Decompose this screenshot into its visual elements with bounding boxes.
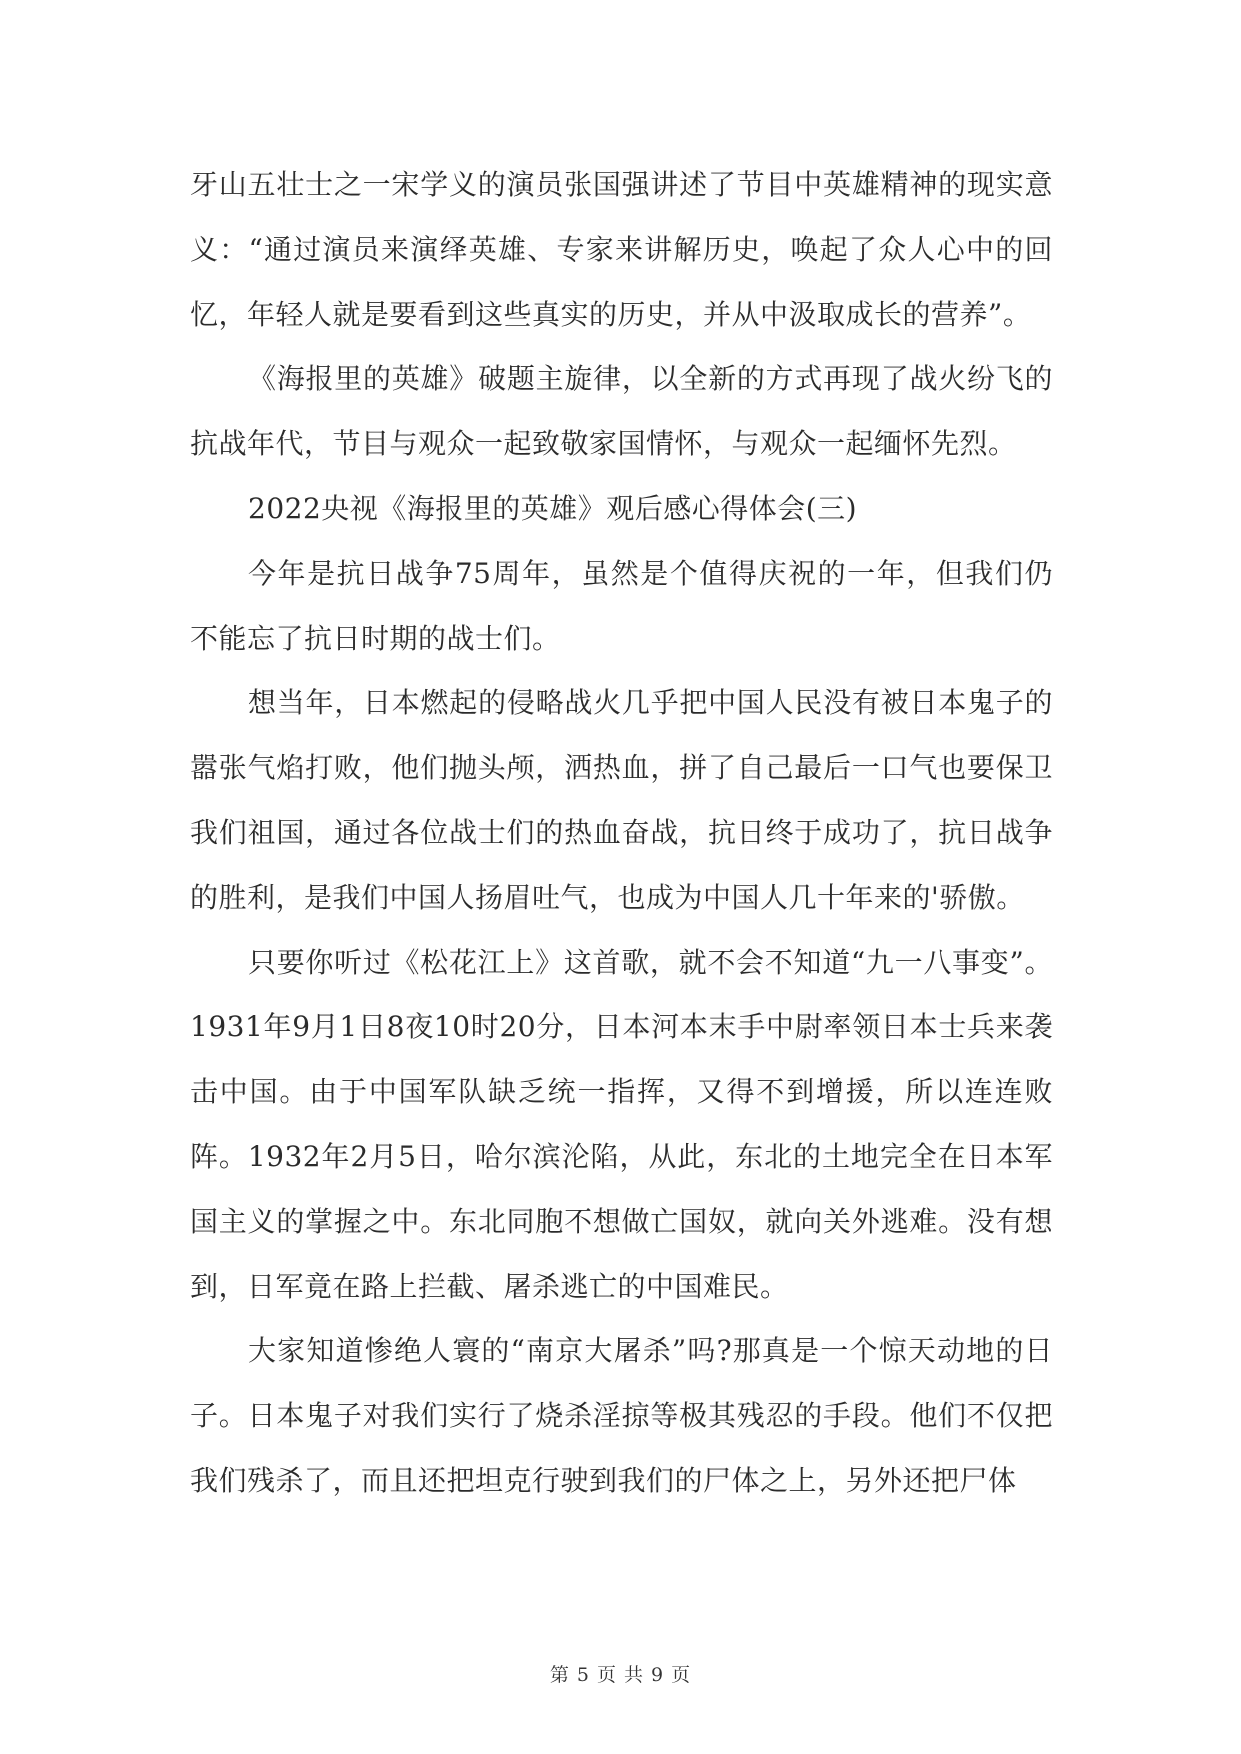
paragraph-1: 牙山五壮士之一宋学义的演员张国强讲述了节目中英雄精神的现实意义：“通过演员来演绎英雄、专家来讲解历史，唤起了众人心中的回忆，年轻人就是要看到这些真实的历史，并从中汲取成长的营养”。 [190,168,1053,331]
paragraph-5: 只要你听过《松花江上》这首歌，就不会不知道“九一八事变”。1931年9月1日8夜10时20分，日本河本末手中尉率领日本士兵来袭击中国。由于中国军队缺乏统一指挥，又得不到增援，所以连连败阵。1932年2月5日，哈尔滨沦陷，从此，东北的土地完全在日本军国主义的掌握之中。东北同胞不想做亡国奴，就向关外逃难。没有想到，日军竟在路上拦截、屠杀逃亡的中国难民。 [190,945,1053,1303]
paragraph-2: 《海报里的英雄》破题主旋律，以全新的方式再现了战火纷飞的抗战年代，节目与观众一起致敬家国情怀，与观众一起缅怀先烈。 [190,362,1053,461]
paragraph-6: 大家知道惨绝人寰的“南京大屠杀”吗?那真是一个惊天动地的日子。日本鬼子对我们实行了烧杀淫掠等极其残忍的手段。他们不仅把我们残杀了，而且还把坦克行驶到我们的尸体之上，另外还把尸体 [190,1334,1053,1497]
page-footer: 第 5 页 共 9 页 [549,1664,692,1686]
paragraph-4: 想当年，日本燃起的侵略战火几乎把中国人民没有被日本鬼子的嚣张气焰打败，他们抛头颅，洒热血，拼了自己最后一口气也要保卫我们祖国，通过各位战士们的热血奋战，抗日终于成功了，抗日战争的胜利，是我们中国人扬眉吐气，也成为中国人几十年来的'骄傲。 [190,686,1053,914]
paragraph-3: 今年是抗日战争75周年，虽然是个值得庆祝的一年，但我们仍不能忘了抗日时期的战士们。 [190,556,1053,655]
section-heading: 2022央视《海报里的英雄》观后感心得体会(三) [248,491,858,525]
document-body [190,153,1053,1514]
